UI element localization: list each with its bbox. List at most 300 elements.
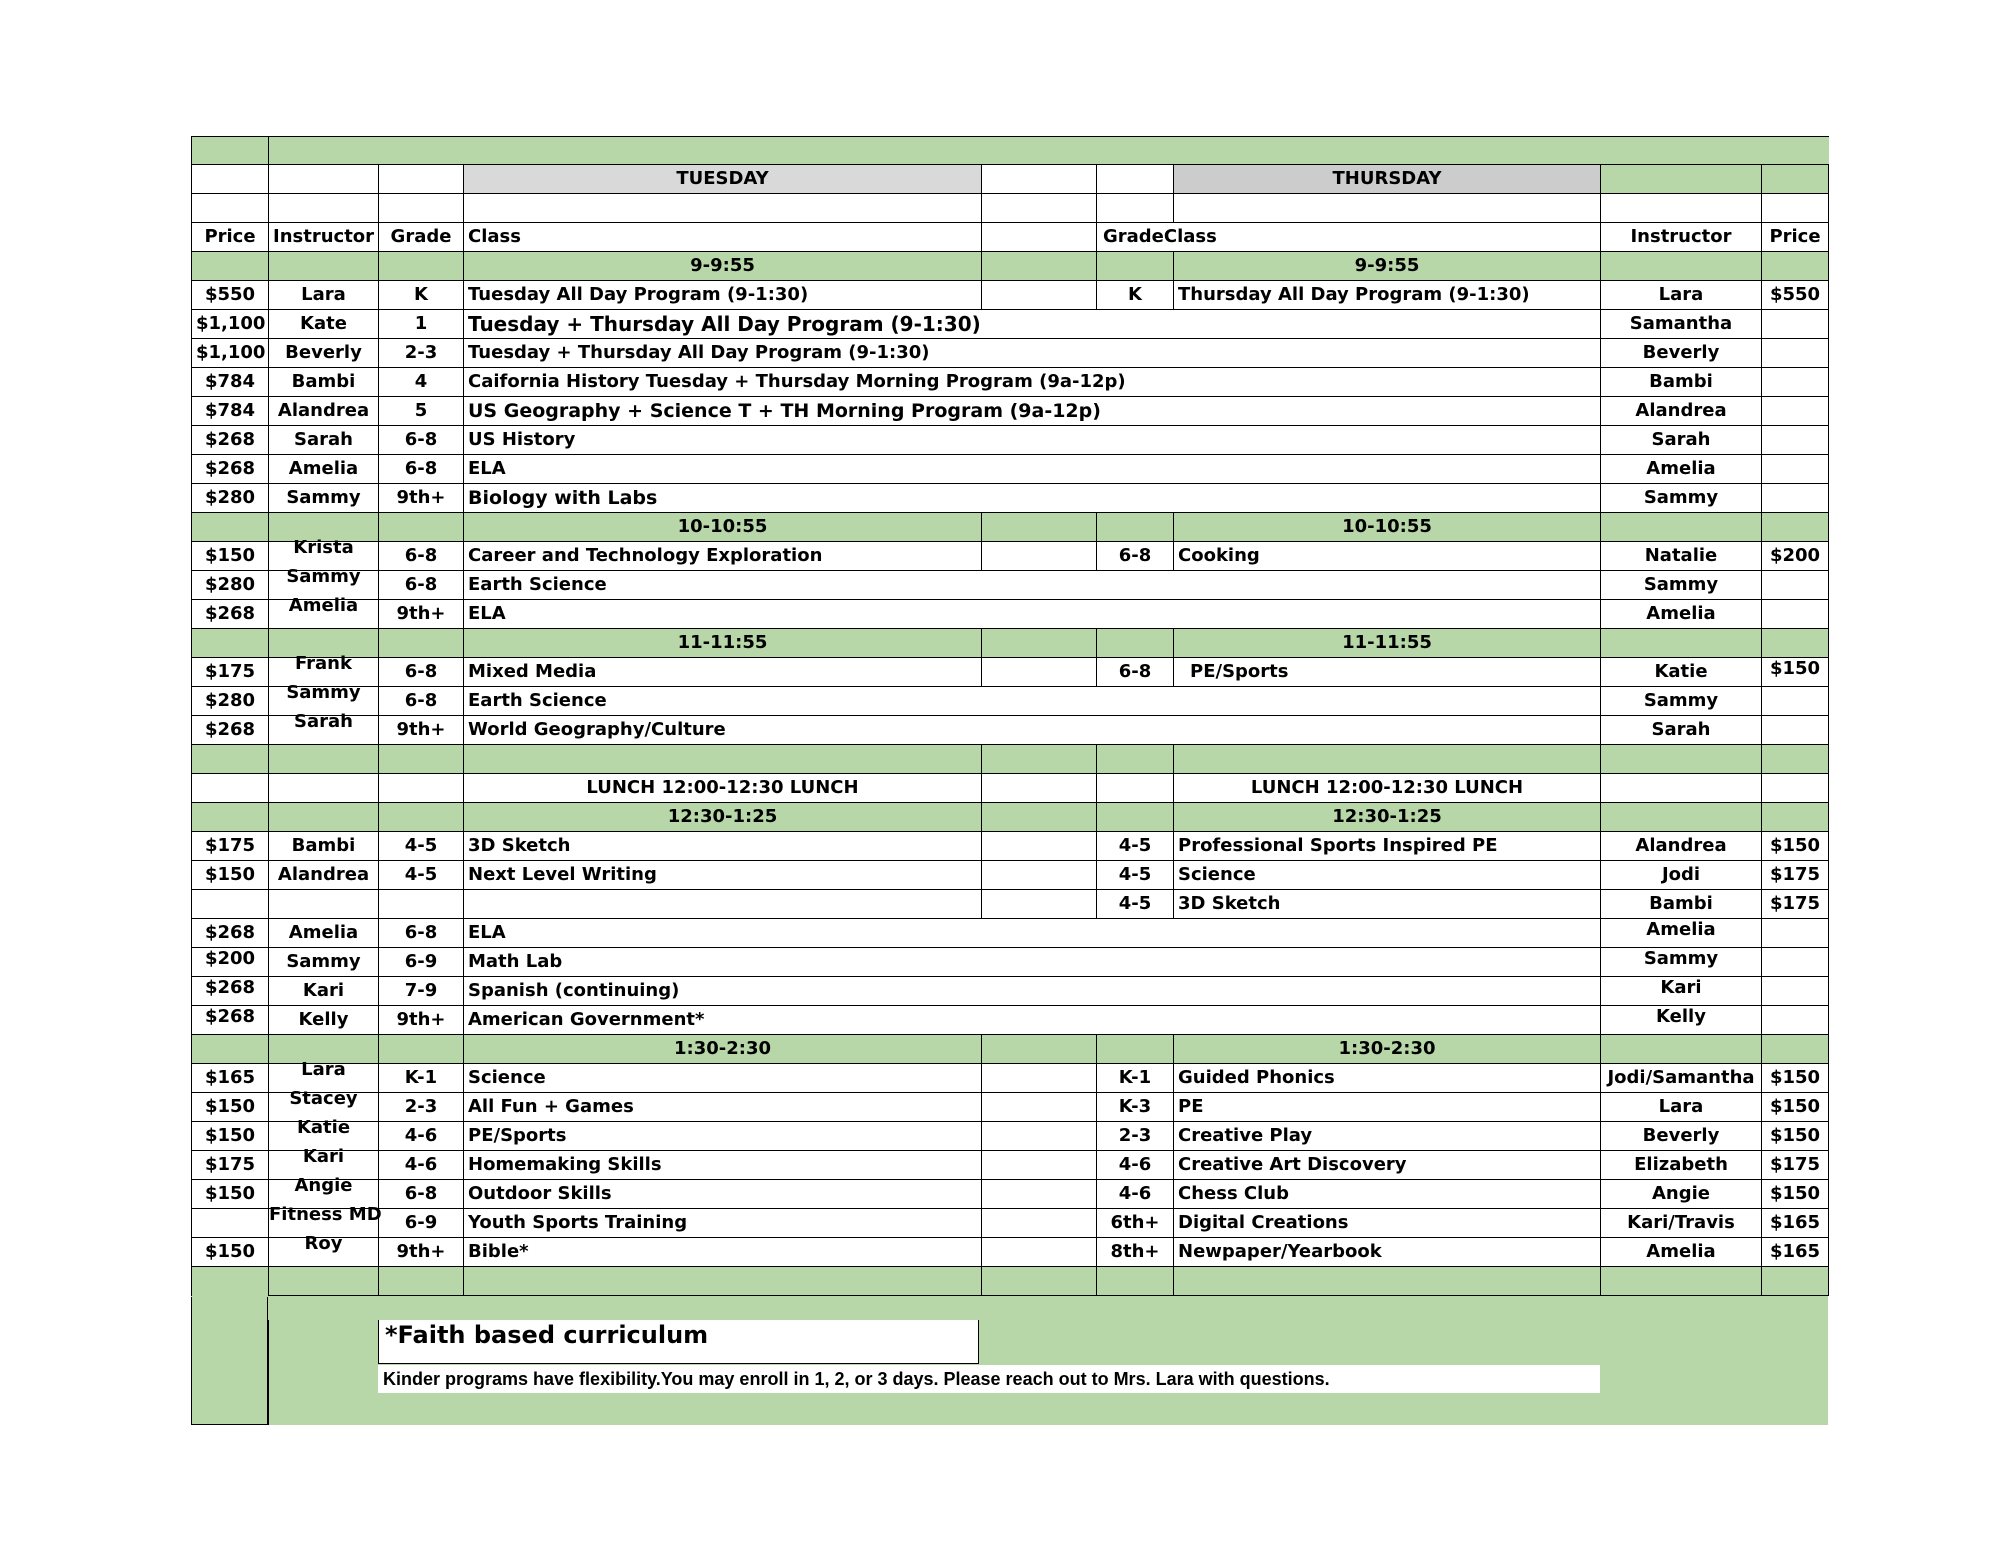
empty-cell <box>1601 977 1762 1006</box>
table-cell: $165 <box>1762 1209 1829 1238</box>
table-cell: Youth Sports Training <box>464 1209 982 1238</box>
empty-cell <box>269 890 379 919</box>
lunch-tuesday: LUNCH 12:00-12:30 LUNCH <box>464 774 982 803</box>
time-slot-thursday: 11-11:55 <box>1174 629 1601 658</box>
table-cell: $175 <box>192 658 269 687</box>
table-cell: Bambi <box>1601 890 1762 919</box>
table-cell: US History <box>464 426 1601 455</box>
table-row <box>192 1122 1829 1151</box>
table-cell: Beverly <box>1601 1122 1762 1151</box>
empty-cell <box>1601 803 1762 832</box>
empty-cell <box>1601 1035 1762 1064</box>
table-cell: $550 <box>1762 281 1829 310</box>
empty-cell <box>269 803 379 832</box>
empty-cell <box>1097 165 1174 194</box>
empty-cell <box>1762 803 1829 832</box>
table-cell: $1,100 <box>192 339 269 368</box>
table-cell: $175 <box>1762 890 1829 919</box>
empty-cell <box>1601 919 1762 948</box>
table-row <box>192 281 1829 310</box>
time-slot-tuesday: 11-11:55 <box>464 629 982 658</box>
empty-cell <box>982 832 1097 861</box>
empty-cell <box>192 948 269 977</box>
table-cell: Amelia <box>1601 455 1762 484</box>
empty-cell <box>1097 1035 1174 1064</box>
table-cell: 4-6 <box>1097 1180 1174 1209</box>
empty-cell <box>1601 194 1762 223</box>
table-cell: 6-8 <box>379 571 464 600</box>
cell-text: Sammy <box>286 682 361 703</box>
table-cell: Alandrea <box>1601 832 1762 861</box>
empty-cell <box>982 890 1097 919</box>
table-row <box>192 890 1829 919</box>
empty-cell <box>1762 600 1829 629</box>
class-label: Class <box>464 223 982 252</box>
table-cell: 9th+ <box>379 600 464 629</box>
table-row <box>192 1209 1829 1238</box>
table-cell: $150 <box>192 1180 269 1209</box>
table-cell: Katie <box>1601 658 1762 687</box>
table-cell: Lara <box>269 281 379 310</box>
cell-text: Angie <box>294 1175 353 1196</box>
empty-cell <box>379 513 464 542</box>
cell-text: $268 <box>204 1006 256 1027</box>
table-cell: 6-9 <box>379 1209 464 1238</box>
empty-cell <box>1762 368 1829 397</box>
table-cell: 4 <box>379 368 464 397</box>
table-cell: $150 <box>192 1122 269 1151</box>
table-cell: Sammy <box>269 948 379 977</box>
table-row <box>192 426 1829 455</box>
empty-cell <box>982 1180 1097 1209</box>
table-cell: Science <box>464 1064 982 1093</box>
time-slot-tuesday: 1:30-2:30 <box>464 1035 982 1064</box>
empty-cell <box>269 165 379 194</box>
empty-cell <box>982 165 1097 194</box>
table-cell: Alandrea <box>1601 397 1762 426</box>
empty-cell <box>1097 803 1174 832</box>
table-cell: Cooking <box>1174 542 1601 571</box>
cell-text: Roy <box>304 1233 343 1254</box>
table-cell: Bambi <box>1601 368 1762 397</box>
table-cell: Amelia <box>269 919 379 948</box>
empty-cell <box>269 745 379 774</box>
table-cell: $268 <box>192 919 269 948</box>
empty-cell <box>1762 571 1829 600</box>
table-cell: K-1 <box>379 1064 464 1093</box>
table-cell: Beverly <box>1601 339 1762 368</box>
empty-cell <box>1762 339 1829 368</box>
table-cell: Next Level Writing <box>464 861 982 890</box>
table-row <box>192 339 1829 368</box>
table-cell: Sarah <box>1601 716 1762 745</box>
instructor-label: Instructor <box>269 223 379 252</box>
empty-cell <box>379 165 464 194</box>
empty-cell <box>982 1267 1097 1296</box>
empty-cell <box>1762 1035 1829 1064</box>
table-cell: $784 <box>192 397 269 426</box>
empty-cell <box>1097 194 1174 223</box>
table-cell: 9th+ <box>379 1006 464 1035</box>
grade-class-label: GradeClass <box>1097 223 1601 252</box>
table-row <box>192 600 1829 629</box>
table-cell: American Government* <box>464 1006 1601 1035</box>
cell-text: Kari <box>1660 977 1702 998</box>
cell-text: Krista <box>293 537 354 558</box>
table-cell: Bible* <box>464 1238 982 1267</box>
empty-cell <box>982 281 1097 310</box>
empty-cell <box>192 745 269 774</box>
cell-text: Kelly <box>1656 1006 1706 1027</box>
table-cell: ELA <box>464 455 1601 484</box>
table-cell: $268 <box>192 426 269 455</box>
table-cell: 6-8 <box>379 687 464 716</box>
table-cell: Homemaking Skills <box>464 1151 982 1180</box>
table-cell: Professional Sports Inspired PE <box>1174 832 1601 861</box>
cell-text: Frank <box>295 653 352 674</box>
table-cell: Math Lab <box>464 948 1601 977</box>
empty-cell <box>192 165 269 194</box>
table-cell: $150 <box>1762 1122 1829 1151</box>
table-row <box>192 455 1829 484</box>
empty-cell <box>1174 745 1601 774</box>
empty-cell <box>1762 194 1829 223</box>
schedule-sheet <box>191 136 1828 1425</box>
table-cell: 2-3 <box>379 339 464 368</box>
table-cell: Bambi <box>269 832 379 861</box>
table-cell: 4-5 <box>1097 832 1174 861</box>
empty-cell <box>1601 1006 1762 1035</box>
schedule-table <box>191 136 1829 1296</box>
empty-cell <box>1762 165 1829 194</box>
table-cell: $150 <box>1762 1064 1829 1093</box>
table-cell: 5 <box>379 397 464 426</box>
empty-cell <box>1762 484 1829 513</box>
empty-cell <box>192 890 269 919</box>
table-cell: 4-5 <box>1097 890 1174 919</box>
left-green-bar-2 <box>268 1320 378 1425</box>
empty-cell <box>1762 687 1829 716</box>
table-cell: K-3 <box>1097 1093 1174 1122</box>
table-cell: 2-3 <box>379 1093 464 1122</box>
empty-cell <box>1762 774 1829 803</box>
table-cell: Lara <box>1601 281 1762 310</box>
table-cell: Kari <box>269 977 379 1006</box>
table-row <box>192 658 1829 687</box>
table-cell: 6-8 <box>379 919 464 948</box>
price-label-right: Price <box>1762 223 1829 252</box>
table-row <box>192 310 1829 339</box>
table-cell: $175 <box>1762 861 1829 890</box>
empty-cell <box>192 1267 269 1296</box>
empty-cell <box>1762 745 1829 774</box>
table-cell: Amelia <box>269 455 379 484</box>
cell-text: Amelia <box>288 595 359 616</box>
table-cell: Spanish (continuing) <box>464 977 1601 1006</box>
empty-cell <box>269 252 379 281</box>
table-cell: 6th+ <box>1097 1209 1174 1238</box>
empty-cell <box>269 194 379 223</box>
table-cell: 4-5 <box>1097 861 1174 890</box>
empty-cell <box>192 1035 269 1064</box>
empty-cell <box>379 194 464 223</box>
empty-cell <box>982 1151 1097 1180</box>
empty-cell <box>192 1209 269 1238</box>
table-cell: $175 <box>1762 1151 1829 1180</box>
table-cell: World Geography/Culture <box>464 716 1601 745</box>
empty-cell <box>1097 774 1174 803</box>
table-cell: Jodi/Samantha <box>1601 1064 1762 1093</box>
table-cell: Career and Technology Exploration <box>464 542 982 571</box>
empty-cell <box>1762 1267 1829 1296</box>
table-cell: $165 <box>1762 1238 1829 1267</box>
instructor-label-right: Instructor <box>1601 223 1762 252</box>
table-cell: $150 <box>192 861 269 890</box>
faith-note: *Faith based curriculum <box>378 1320 979 1364</box>
empty-cell <box>1762 310 1829 339</box>
table-cell: $200 <box>1762 542 1829 571</box>
cell-text: Sammy <box>1643 948 1719 969</box>
empty-cell <box>1762 252 1829 281</box>
empty-cell <box>1601 629 1762 658</box>
table-cell: Sarah <box>269 426 379 455</box>
table-cell: $280 <box>192 687 269 716</box>
empty-cell <box>982 658 1097 687</box>
table-cell: K <box>1097 281 1174 310</box>
empty-cell <box>192 513 269 542</box>
table-cell: 3D Sketch <box>1174 890 1601 919</box>
empty-cell <box>982 745 1097 774</box>
table-cell: 9th+ <box>379 484 464 513</box>
table-cell: All Fun + Games <box>464 1093 982 1122</box>
table-cell: Science <box>1174 861 1601 890</box>
tuesday-header: TUESDAY <box>464 165 982 194</box>
table-cell: 1 <box>379 310 464 339</box>
table-cell: $1,100 <box>192 310 269 339</box>
cell-text: Sammy <box>286 566 361 587</box>
table-cell: Sammy <box>1601 687 1762 716</box>
table-cell: 6-8 <box>1097 658 1174 687</box>
empty-cell <box>1601 1267 1762 1296</box>
time-slot-tuesday: 12:30-1:25 <box>464 803 982 832</box>
empty-cell <box>464 890 982 919</box>
table-cell: 6-8 <box>379 542 464 571</box>
cell-text: Stacey <box>289 1088 358 1109</box>
table-cell: $280 <box>192 571 269 600</box>
table-cell: $280 <box>192 484 269 513</box>
table-row <box>192 832 1829 861</box>
table-cell: Caifornia History Tuesday + Thursday Morning Program (9a-12p) <box>464 368 1601 397</box>
empty-cell <box>1601 513 1762 542</box>
table-cell: $150 <box>192 1238 269 1267</box>
table-cell: Biology with Labs <box>464 484 1601 513</box>
empty-cell <box>1097 513 1174 542</box>
table-cell: Earth Science <box>464 571 1601 600</box>
table-cell: Thursday All Day Program (9-1:30) <box>1174 281 1601 310</box>
table-cell: Newpaper/Yearbook <box>1174 1238 1601 1267</box>
table-cell: 2-3 <box>1097 1122 1174 1151</box>
empty-cell <box>1601 252 1762 281</box>
time-slot-thursday: 1:30-2:30 <box>1174 1035 1601 1064</box>
table-row <box>192 1006 1829 1035</box>
table-cell: Sarah <box>1601 426 1762 455</box>
table-cell: $150 <box>1762 1093 1829 1122</box>
table-cell: $150 <box>192 542 269 571</box>
empty-cell <box>1097 629 1174 658</box>
empty-cell <box>192 252 269 281</box>
table-cell: K <box>379 281 464 310</box>
empty-cell <box>1762 426 1829 455</box>
table-cell: 7-9 <box>379 977 464 1006</box>
table-cell: $175 <box>192 1151 269 1180</box>
empty-cell <box>1762 513 1829 542</box>
table-row <box>192 1064 1829 1093</box>
empty-cell <box>1762 629 1829 658</box>
empty-cell <box>982 1238 1097 1267</box>
empty-cell <box>1097 1267 1174 1296</box>
empty-cell <box>982 513 1097 542</box>
table-cell: 6-8 <box>379 426 464 455</box>
empty-cell <box>379 252 464 281</box>
empty-cell <box>1601 774 1762 803</box>
cell-text: Sarah <box>294 711 353 732</box>
table-cell: 4-6 <box>1097 1151 1174 1180</box>
table-cell: $165 <box>192 1064 269 1093</box>
empty-cell <box>269 774 379 803</box>
cell-text: $268 <box>204 977 256 998</box>
empty-cell <box>192 774 269 803</box>
empty-cell <box>192 977 269 1006</box>
table-row <box>192 484 1829 513</box>
cell-text: Lara <box>301 1059 346 1080</box>
empty-cell <box>192 194 269 223</box>
empty-cell <box>982 861 1097 890</box>
table-cell: $150 <box>1762 832 1829 861</box>
table-row <box>192 542 1829 571</box>
time-slot-thursday: 12:30-1:25 <box>1174 803 1601 832</box>
table-cell: $550 <box>192 281 269 310</box>
table-cell: Alandrea <box>269 397 379 426</box>
left-green-bar <box>191 1297 268 1425</box>
empty-cell <box>982 774 1097 803</box>
thursday-header: THURSDAY <box>1174 165 1601 194</box>
top-band <box>269 137 1829 165</box>
empty-cell <box>464 745 982 774</box>
table-cell: 6-8 <box>379 455 464 484</box>
table-cell: Tuesday + Thursday All Day Program (9-1:30) <box>464 310 1601 339</box>
table-cell: Outdoor Skills <box>464 1180 982 1209</box>
empty-cell <box>464 194 982 223</box>
empty-cell <box>982 194 1097 223</box>
table-cell: Sammy <box>1601 484 1762 513</box>
table-cell: Angie <box>1601 1180 1762 1209</box>
table-cell: Bambi <box>269 368 379 397</box>
table-row <box>192 687 1829 716</box>
empty-cell <box>379 745 464 774</box>
table-cell: Mixed Media <box>464 658 982 687</box>
table-cell: Kelly <box>269 1006 379 1035</box>
table-cell: Samantha <box>1601 310 1762 339</box>
empty-cell <box>1762 1006 1829 1035</box>
empty-cell <box>1174 1267 1601 1296</box>
table-cell: $150 <box>192 1093 269 1122</box>
table-cell: ELA <box>464 919 1601 948</box>
table-row <box>192 1151 1829 1180</box>
table-row <box>192 571 1829 600</box>
empty-cell <box>269 711 379 745</box>
empty-cell <box>464 1267 982 1296</box>
table-cell: Lara <box>1601 1093 1762 1122</box>
table-cell: Tuesday All Day Program (9-1:30) <box>464 281 982 310</box>
table-cell: Earth Science <box>464 687 1601 716</box>
corner-cell <box>192 137 269 165</box>
empty-cell <box>1097 745 1174 774</box>
time-slot-thursday: 9-9:55 <box>1174 252 1601 281</box>
time-slot-tuesday: 9-9:55 <box>464 252 982 281</box>
grade-label: Grade <box>379 223 464 252</box>
table-cell: $268 <box>192 455 269 484</box>
empty-cell <box>192 1006 269 1035</box>
empty-cell <box>982 1209 1097 1238</box>
cell-text: Amelia <box>1646 919 1716 940</box>
table-cell: Elizabeth <box>1601 1151 1762 1180</box>
empty-cell <box>269 1267 379 1296</box>
empty-cell <box>1762 658 1829 687</box>
table-cell: $150 <box>1762 1180 1829 1209</box>
table-cell: 9th+ <box>379 1238 464 1267</box>
table-row <box>192 948 1829 977</box>
table-cell: 6-8 <box>1097 542 1174 571</box>
table-cell: Tuesday + Thursday All Day Program (9-1:30) <box>464 339 1601 368</box>
table-cell: PE/Sports <box>1174 658 1601 687</box>
table-cell: 8th+ <box>1097 1238 1174 1267</box>
empty-cell <box>192 629 269 658</box>
table-cell: Jodi <box>1601 861 1762 890</box>
table-cell: Kari/Travis <box>1601 1209 1762 1238</box>
empty-cell <box>982 803 1097 832</box>
table-cell: US Geography + Science T + TH Morning Program (9a-12p) <box>464 397 1601 426</box>
empty-cell <box>192 803 269 832</box>
empty-cell <box>379 890 464 919</box>
table-row <box>192 368 1829 397</box>
table-row <box>192 1180 1829 1209</box>
empty-cell <box>982 1064 1097 1093</box>
table-cell: 3D Sketch <box>464 832 982 861</box>
empty-cell <box>982 252 1097 281</box>
empty-cell <box>1762 948 1829 977</box>
empty-cell <box>1762 977 1829 1006</box>
empty-cell <box>1174 194 1601 223</box>
kinder-note: Kinder programs have flexibility.You may enroll in 1, 2, or 3 days. Please reach out to Mrs. Lara with questions. <box>378 1365 1600 1393</box>
empty-cell <box>379 774 464 803</box>
table-cell: $784 <box>192 368 269 397</box>
empty-cell <box>269 1233 379 1267</box>
empty-cell <box>1762 397 1829 426</box>
table-cell: $175 <box>192 832 269 861</box>
table-cell: 4-6 <box>379 1151 464 1180</box>
table-cell: 9th+ <box>379 716 464 745</box>
table-cell: ELA <box>464 600 1601 629</box>
table-row <box>192 716 1829 745</box>
table-cell: 6-8 <box>379 1180 464 1209</box>
cell-text: Fitness MD <box>269 1204 382 1225</box>
table-row <box>192 1238 1829 1267</box>
empty-cell <box>1601 745 1762 774</box>
table-cell: 4-5 <box>379 861 464 890</box>
table-cell: Guided Phonics <box>1174 1064 1601 1093</box>
empty-cell <box>982 1093 1097 1122</box>
table-row <box>192 861 1829 890</box>
